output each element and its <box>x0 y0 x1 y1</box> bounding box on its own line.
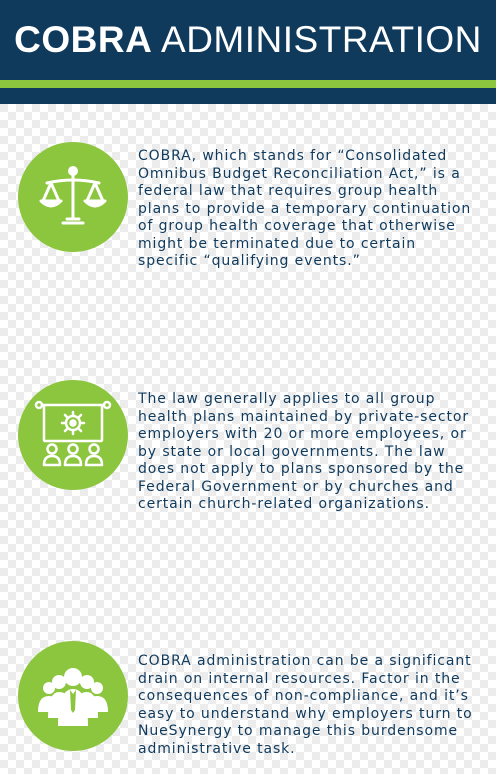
section-text-applicability: The law generally applies to all group health plans maintained by private-sector employers with 20 or more employees, or by state or local governments. The law does not apply to plans sponsored by the Federal Government or by churches and certain church-related organizations. <box>138 391 469 512</box>
scales-of-justice-icon <box>18 142 128 252</box>
business-group-icon <box>18 641 128 751</box>
green-divider <box>0 80 496 88</box>
section-text-cobra-definition: COBRA, which stands for “Consolidated Omnibus Budget Reconciliation Act,” is a federal law that requires group health plans to provide a temporary continuation of group health coverage that otherwise might be terminated due to certain specific “qualifying events.” <box>138 148 472 269</box>
header-banner <box>0 0 496 80</box>
gear-team-presentation-icon <box>18 380 128 490</box>
title-rest: ADMINISTRATION <box>152 19 482 60</box>
navy-divider <box>0 88 496 104</box>
section-text-administration: COBRA administration can be a significant drain on internal resources. Factor in the consequences of non-compliance, and it’s easy to understand why employers turn to NueSynergy to manage this burdensome administrative task. <box>138 653 473 757</box>
page-title <box>14 19 482 61</box>
title-bold: COBRA <box>14 19 153 60</box>
